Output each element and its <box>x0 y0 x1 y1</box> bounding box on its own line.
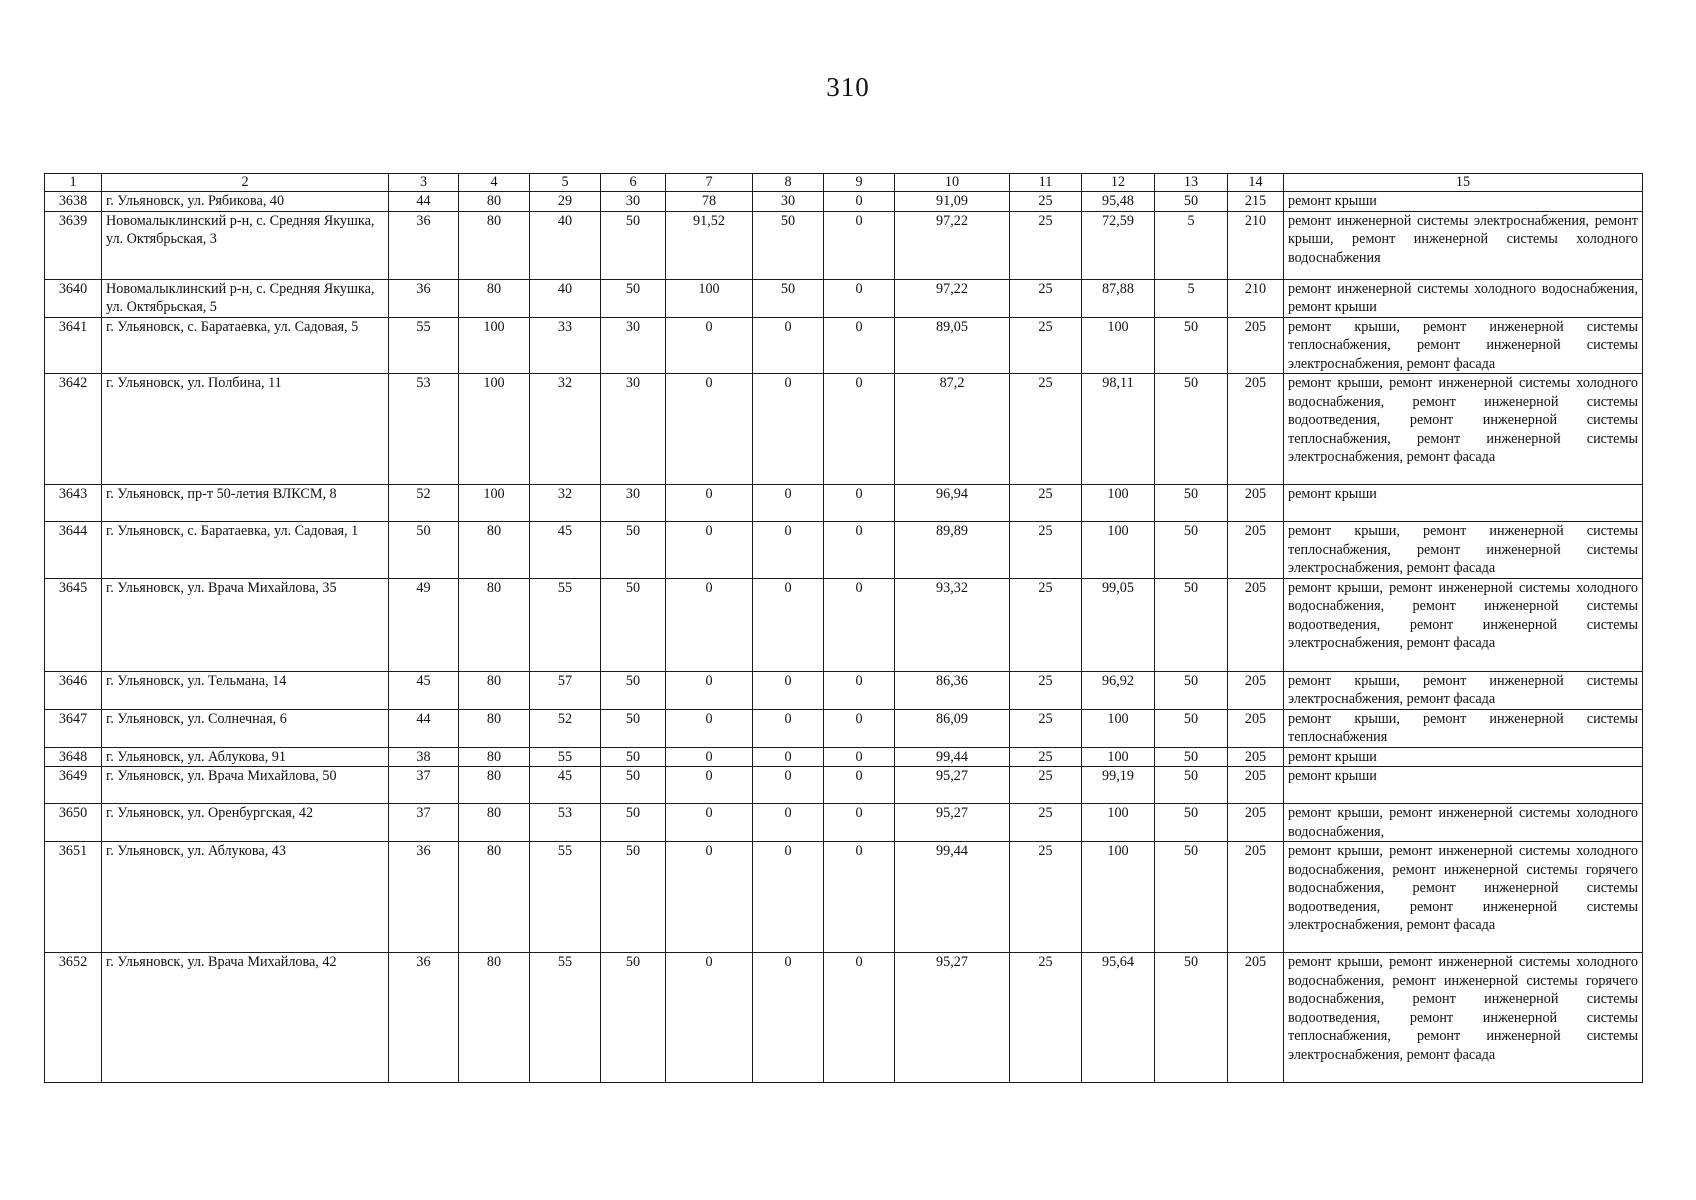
address-cell: Новомалыклинский р-н, с. Средняя Якушка, ул. Октябрьская, 5 <box>102 279 389 317</box>
value-cell-col-9: 0 <box>824 211 895 279</box>
value-cell-col-3: 49 <box>389 578 459 671</box>
value-cell-col-5: 55 <box>530 842 601 953</box>
value-cell-col-13: 50 <box>1155 804 1228 842</box>
column-number-cell: 14 <box>1228 174 1284 192</box>
row-number-cell: 3641 <box>45 317 102 374</box>
value-cell-col-6: 30 <box>601 192 666 212</box>
value-cell-col-4: 80 <box>459 709 530 747</box>
table-row <box>45 192 1643 212</box>
value-cell-col-13: 50 <box>1155 953 1228 1083</box>
table-row <box>45 522 1643 579</box>
value-cell-col-3: 52 <box>389 485 459 522</box>
value-cell-col-6: 50 <box>601 211 666 279</box>
value-cell-col-4: 80 <box>459 842 530 953</box>
address-cell: г. Ульяновск, с. Баратаевка, ул. Садовая, 5 <box>102 317 389 374</box>
value-cell-col-11: 25 <box>1010 709 1082 747</box>
value-cell-col-10: 87,2 <box>895 374 1010 485</box>
value-cell-col-3: 55 <box>389 317 459 374</box>
value-cell-col-4: 80 <box>459 747 530 767</box>
value-cell-col-8: 0 <box>753 709 824 747</box>
value-cell-col-12: 98,11 <box>1082 374 1155 485</box>
value-cell-col-14: 205 <box>1228 485 1284 522</box>
value-cell-col-11: 25 <box>1010 842 1082 953</box>
value-cell-col-9: 0 <box>824 317 895 374</box>
value-cell-col-8: 50 <box>753 279 824 317</box>
row-number-cell: 3648 <box>45 747 102 767</box>
repair-works-cell: ремонт крыши, ремонт инженерной системы теплоснабжения <box>1284 709 1643 747</box>
value-cell-col-6: 30 <box>601 317 666 374</box>
value-cell-col-14: 210 <box>1228 211 1284 279</box>
value-cell-col-4: 80 <box>459 767 530 804</box>
address-cell: г. Ульяновск, ул. Полбина, 11 <box>102 374 389 485</box>
value-cell-col-11: 25 <box>1010 485 1082 522</box>
address-cell: г. Ульяновск, ул. Тельмана, 14 <box>102 671 389 709</box>
value-cell-col-4: 100 <box>459 374 530 485</box>
address-cell: г. Ульяновск, ул. Врача Михайлова, 35 <box>102 578 389 671</box>
repair-works-cell: ремонт крыши, ремонт инженерной системы холодного водоснабжения, ремонт инженерной системы горячего водоснабжения, ремонт инженерной системы водоотведения, ремонт инженерной системы теплоснабжения, ремонт инженерной системы электроснабжения, ремонт фасада <box>1284 953 1643 1083</box>
address-cell: г. Ульяновск, ул. Солнечная, 6 <box>102 709 389 747</box>
value-cell-col-10: 86,36 <box>895 671 1010 709</box>
value-cell-col-14: 205 <box>1228 709 1284 747</box>
value-cell-col-14: 205 <box>1228 747 1284 767</box>
row-number-cell: 3639 <box>45 211 102 279</box>
repair-works-cell: ремонт крыши, ремонт инженерной системы холодного водоснабжения, ремонт инженерной системы горячего водоснабжения, ремонт инженерной системы водоотведения, ремонт инженерной системы электроснабжения, ремонт фасада <box>1284 842 1643 953</box>
value-cell-col-12: 100 <box>1082 747 1155 767</box>
repair-works-cell: ремонт крыши, ремонт инженерной системы теплоснабжения, ремонт инженерной системы электроснабжения, ремонт фасада <box>1284 317 1643 374</box>
value-cell-col-9: 0 <box>824 522 895 579</box>
column-number-cell: 5 <box>530 174 601 192</box>
value-cell-col-10: 89,05 <box>895 317 1010 374</box>
value-cell-col-6: 50 <box>601 279 666 317</box>
value-cell-col-5: 45 <box>530 767 601 804</box>
value-cell-col-7: 0 <box>666 842 753 953</box>
row-number-cell: 3640 <box>45 279 102 317</box>
repair-works-cell: ремонт крыши, ремонт инженерной системы холодного водоснабжения, ремонт инженерной системы водоотведения, ремонт инженерной системы теплоснабжения, ремонт инженерной системы электроснабжения, ремонт фасада <box>1284 374 1643 485</box>
column-number-cell: 1 <box>45 174 102 192</box>
address-cell: г. Ульяновск, пр-т 50-летия ВЛКСМ, 8 <box>102 485 389 522</box>
value-cell-col-10: 95,27 <box>895 804 1010 842</box>
value-cell-col-13: 50 <box>1155 671 1228 709</box>
value-cell-col-12: 100 <box>1082 317 1155 374</box>
table-row <box>45 953 1643 1083</box>
value-cell-col-8: 0 <box>753 767 824 804</box>
value-cell-col-5: 40 <box>530 211 601 279</box>
value-cell-col-4: 80 <box>459 953 530 1083</box>
value-cell-col-3: 45 <box>389 671 459 709</box>
value-cell-col-9: 0 <box>824 709 895 747</box>
column-number-cell: 8 <box>753 174 824 192</box>
column-number-cell: 7 <box>666 174 753 192</box>
value-cell-col-11: 25 <box>1010 953 1082 1083</box>
value-cell-col-10: 96,94 <box>895 485 1010 522</box>
value-cell-col-10: 99,44 <box>895 747 1010 767</box>
value-cell-col-8: 0 <box>753 578 824 671</box>
table-row <box>45 317 1643 374</box>
column-number-cell: 3 <box>389 174 459 192</box>
value-cell-col-14: 215 <box>1228 192 1284 212</box>
value-cell-col-7: 0 <box>666 747 753 767</box>
value-cell-col-6: 50 <box>601 842 666 953</box>
column-number-cell: 4 <box>459 174 530 192</box>
value-cell-col-7: 0 <box>666 953 753 1083</box>
value-cell-col-4: 80 <box>459 578 530 671</box>
value-cell-col-13: 50 <box>1155 842 1228 953</box>
value-cell-col-3: 37 <box>389 767 459 804</box>
table-row <box>45 671 1643 709</box>
row-number-cell: 3647 <box>45 709 102 747</box>
row-number-cell: 3643 <box>45 485 102 522</box>
table-row <box>45 485 1643 522</box>
table-row <box>45 767 1643 804</box>
value-cell-col-13: 50 <box>1155 578 1228 671</box>
value-cell-col-11: 25 <box>1010 804 1082 842</box>
value-cell-col-12: 96,92 <box>1082 671 1155 709</box>
value-cell-col-5: 53 <box>530 804 601 842</box>
value-cell-col-14: 205 <box>1228 317 1284 374</box>
row-number-cell: 3650 <box>45 804 102 842</box>
value-cell-col-6: 30 <box>601 374 666 485</box>
value-cell-col-7: 0 <box>666 767 753 804</box>
table-row <box>45 709 1643 747</box>
repair-works-cell: ремонт крыши <box>1284 747 1643 767</box>
value-cell-col-14: 205 <box>1228 767 1284 804</box>
value-cell-col-4: 80 <box>459 671 530 709</box>
value-cell-col-10: 89,89 <box>895 522 1010 579</box>
value-cell-col-11: 25 <box>1010 192 1082 212</box>
value-cell-col-10: 95,27 <box>895 767 1010 804</box>
row-number-cell: 3646 <box>45 671 102 709</box>
repair-works-cell: ремонт крыши, ремонт инженерной системы электроснабжения, ремонт фасада <box>1284 671 1643 709</box>
value-cell-col-5: 32 <box>530 485 601 522</box>
value-cell-col-6: 50 <box>601 804 666 842</box>
value-cell-col-3: 44 <box>389 192 459 212</box>
value-cell-col-9: 0 <box>824 578 895 671</box>
value-cell-col-10: 99,44 <box>895 842 1010 953</box>
value-cell-col-14: 205 <box>1228 842 1284 953</box>
table-row <box>45 842 1643 953</box>
value-cell-col-3: 36 <box>389 953 459 1083</box>
value-cell-col-5: 55 <box>530 953 601 1083</box>
value-cell-col-12: 99,19 <box>1082 767 1155 804</box>
value-cell-col-6: 50 <box>601 953 666 1083</box>
value-cell-col-12: 72,59 <box>1082 211 1155 279</box>
row-number-cell: 3651 <box>45 842 102 953</box>
register-sheet <box>44 173 1642 1083</box>
value-cell-col-5: 33 <box>530 317 601 374</box>
value-cell-col-7: 0 <box>666 804 753 842</box>
value-cell-col-8: 50 <box>753 211 824 279</box>
value-cell-col-3: 44 <box>389 709 459 747</box>
value-cell-col-6: 50 <box>601 671 666 709</box>
table-row <box>45 374 1643 485</box>
value-cell-col-12: 95,64 <box>1082 953 1155 1083</box>
value-cell-col-13: 50 <box>1155 522 1228 579</box>
value-cell-col-9: 0 <box>824 842 895 953</box>
column-number-row <box>45 174 1643 192</box>
column-number-cell: 2 <box>102 174 389 192</box>
value-cell-col-13: 50 <box>1155 747 1228 767</box>
value-cell-col-7: 100 <box>666 279 753 317</box>
value-cell-col-8: 0 <box>753 953 824 1083</box>
column-number-cell: 11 <box>1010 174 1082 192</box>
value-cell-col-10: 91,09 <box>895 192 1010 212</box>
value-cell-col-12: 100 <box>1082 485 1155 522</box>
page-number: 310 <box>826 72 870 102</box>
value-cell-col-8: 30 <box>753 192 824 212</box>
value-cell-col-11: 25 <box>1010 522 1082 579</box>
value-cell-col-12: 100 <box>1082 804 1155 842</box>
value-cell-col-10: 97,22 <box>895 279 1010 317</box>
value-cell-col-13: 50 <box>1155 374 1228 485</box>
address-cell: г. Ульяновск, ул. Рябикова, 40 <box>102 192 389 212</box>
column-number-cell: 15 <box>1284 174 1643 192</box>
row-number-cell: 3649 <box>45 767 102 804</box>
repair-works-cell: ремонт крыши, ремонт инженерной системы теплоснабжения, ремонт инженерной системы электроснабжения, ремонт фасада <box>1284 522 1643 579</box>
value-cell-col-13: 50 <box>1155 317 1228 374</box>
value-cell-col-7: 78 <box>666 192 753 212</box>
value-cell-col-3: 36 <box>389 211 459 279</box>
value-cell-col-4: 80 <box>459 192 530 212</box>
value-cell-col-9: 0 <box>824 671 895 709</box>
value-cell-col-12: 95,48 <box>1082 192 1155 212</box>
value-cell-col-10: 93,32 <box>895 578 1010 671</box>
value-cell-col-14: 205 <box>1228 953 1284 1083</box>
value-cell-col-11: 25 <box>1010 671 1082 709</box>
table-row <box>45 578 1643 671</box>
value-cell-col-5: 32 <box>530 374 601 485</box>
value-cell-col-4: 80 <box>459 211 530 279</box>
value-cell-col-13: 50 <box>1155 192 1228 212</box>
value-cell-col-12: 100 <box>1082 522 1155 579</box>
value-cell-col-8: 0 <box>753 804 824 842</box>
repair-works-cell: ремонт крыши, ремонт инженерной системы холодного водоснабжения, <box>1284 804 1643 842</box>
value-cell-col-4: 100 <box>459 485 530 522</box>
value-cell-col-5: 55 <box>530 578 601 671</box>
column-number-cell: 12 <box>1082 174 1155 192</box>
value-cell-col-7: 0 <box>666 671 753 709</box>
table-body <box>45 174 1643 1083</box>
repair-register-table <box>44 173 1643 1083</box>
value-cell-col-14: 205 <box>1228 522 1284 579</box>
value-cell-col-12: 87,88 <box>1082 279 1155 317</box>
row-number-cell: 3652 <box>45 953 102 1083</box>
value-cell-col-9: 0 <box>824 747 895 767</box>
address-cell: г. Ульяновск, ул. Аблукова, 43 <box>102 842 389 953</box>
value-cell-col-12: 100 <box>1082 842 1155 953</box>
address-cell: г. Ульяновск, ул. Аблукова, 91 <box>102 747 389 767</box>
address-cell: г. Ульяновск, ул. Врача Михайлова, 50 <box>102 767 389 804</box>
value-cell-col-8: 0 <box>753 671 824 709</box>
repair-works-cell: ремонт крыши <box>1284 192 1643 212</box>
value-cell-col-14: 205 <box>1228 578 1284 671</box>
repair-works-cell: ремонт инженерной системы электроснабжения, ремонт крыши, ремонт инженерной системы холодного водоснабжения <box>1284 211 1643 279</box>
repair-works-cell: ремонт крыши <box>1284 485 1643 522</box>
value-cell-col-11: 25 <box>1010 317 1082 374</box>
value-cell-col-12: 100 <box>1082 709 1155 747</box>
value-cell-col-8: 0 <box>753 522 824 579</box>
repair-works-cell: ремонт крыши <box>1284 767 1643 804</box>
value-cell-col-9: 0 <box>824 804 895 842</box>
table-row <box>45 279 1643 317</box>
row-number-cell: 3642 <box>45 374 102 485</box>
value-cell-col-13: 50 <box>1155 767 1228 804</box>
value-cell-col-4: 80 <box>459 522 530 579</box>
row-number-cell: 3644 <box>45 522 102 579</box>
value-cell-col-6: 50 <box>601 747 666 767</box>
value-cell-col-7: 0 <box>666 578 753 671</box>
value-cell-col-5: 45 <box>530 522 601 579</box>
address-cell: г. Ульяновск, ул. Оренбургская, 42 <box>102 804 389 842</box>
value-cell-col-7: 0 <box>666 709 753 747</box>
value-cell-col-8: 0 <box>753 842 824 953</box>
value-cell-col-13: 5 <box>1155 211 1228 279</box>
value-cell-col-4: 80 <box>459 804 530 842</box>
value-cell-col-9: 0 <box>824 279 895 317</box>
row-number-cell: 3645 <box>45 578 102 671</box>
value-cell-col-11: 25 <box>1010 747 1082 767</box>
value-cell-col-6: 30 <box>601 485 666 522</box>
value-cell-col-14: 210 <box>1228 279 1284 317</box>
value-cell-col-5: 40 <box>530 279 601 317</box>
value-cell-col-14: 205 <box>1228 374 1284 485</box>
value-cell-col-3: 36 <box>389 279 459 317</box>
value-cell-col-4: 80 <box>459 279 530 317</box>
value-cell-col-12: 99,05 <box>1082 578 1155 671</box>
value-cell-col-5: 29 <box>530 192 601 212</box>
table-row <box>45 804 1643 842</box>
repair-works-cell: ремонт крыши, ремонт инженерной системы холодного водоснабжения, ремонт инженерной системы водоотведения, ремонт инженерной системы электроснабжения, ремонт фасада <box>1284 578 1643 671</box>
value-cell-col-3: 36 <box>389 842 459 953</box>
value-cell-col-5: 57 <box>530 671 601 709</box>
value-cell-col-14: 205 <box>1228 804 1284 842</box>
value-cell-col-11: 25 <box>1010 279 1082 317</box>
value-cell-col-10: 86,09 <box>895 709 1010 747</box>
value-cell-col-13: 50 <box>1155 709 1228 747</box>
repair-works-cell: ремонт инженерной системы холодного водоснабжения, ремонт крыши <box>1284 279 1643 317</box>
value-cell-col-6: 50 <box>601 709 666 747</box>
row-number-cell: 3638 <box>45 192 102 212</box>
value-cell-col-3: 50 <box>389 522 459 579</box>
value-cell-col-13: 50 <box>1155 485 1228 522</box>
value-cell-col-5: 52 <box>530 709 601 747</box>
value-cell-col-7: 0 <box>666 317 753 374</box>
table-row <box>45 747 1643 767</box>
value-cell-col-3: 53 <box>389 374 459 485</box>
value-cell-col-11: 25 <box>1010 211 1082 279</box>
table-row <box>45 211 1643 279</box>
value-cell-col-5: 55 <box>530 747 601 767</box>
value-cell-col-7: 0 <box>666 374 753 485</box>
value-cell-col-11: 25 <box>1010 767 1082 804</box>
column-number-cell: 6 <box>601 174 666 192</box>
value-cell-col-7: 91,52 <box>666 211 753 279</box>
column-number-cell: 9 <box>824 174 895 192</box>
address-cell: Новомалыклинский р-н, с. Средняя Якушка, ул. Октябрьская, 3 <box>102 211 389 279</box>
value-cell-col-14: 205 <box>1228 671 1284 709</box>
value-cell-col-6: 50 <box>601 578 666 671</box>
value-cell-col-11: 25 <box>1010 374 1082 485</box>
value-cell-col-9: 0 <box>824 192 895 212</box>
column-number-cell: 13 <box>1155 174 1228 192</box>
value-cell-col-6: 50 <box>601 522 666 579</box>
value-cell-col-10: 97,22 <box>895 211 1010 279</box>
column-number-cell: 10 <box>895 174 1010 192</box>
value-cell-col-13: 5 <box>1155 279 1228 317</box>
value-cell-col-8: 0 <box>753 374 824 485</box>
value-cell-col-7: 0 <box>666 485 753 522</box>
value-cell-col-8: 0 <box>753 747 824 767</box>
value-cell-col-7: 0 <box>666 522 753 579</box>
value-cell-col-9: 0 <box>824 767 895 804</box>
value-cell-col-3: 38 <box>389 747 459 767</box>
value-cell-col-3: 37 <box>389 804 459 842</box>
value-cell-col-6: 50 <box>601 767 666 804</box>
value-cell-col-11: 25 <box>1010 578 1082 671</box>
value-cell-col-4: 100 <box>459 317 530 374</box>
address-cell: г. Ульяновск, с. Баратаевка, ул. Садовая, 1 <box>102 522 389 579</box>
value-cell-col-9: 0 <box>824 374 895 485</box>
value-cell-col-8: 0 <box>753 485 824 522</box>
value-cell-col-9: 0 <box>824 485 895 522</box>
value-cell-col-8: 0 <box>753 317 824 374</box>
value-cell-col-10: 95,27 <box>895 953 1010 1083</box>
value-cell-col-9: 0 <box>824 953 895 1083</box>
address-cell: г. Ульяновск, ул. Врача Михайлова, 42 <box>102 953 389 1083</box>
